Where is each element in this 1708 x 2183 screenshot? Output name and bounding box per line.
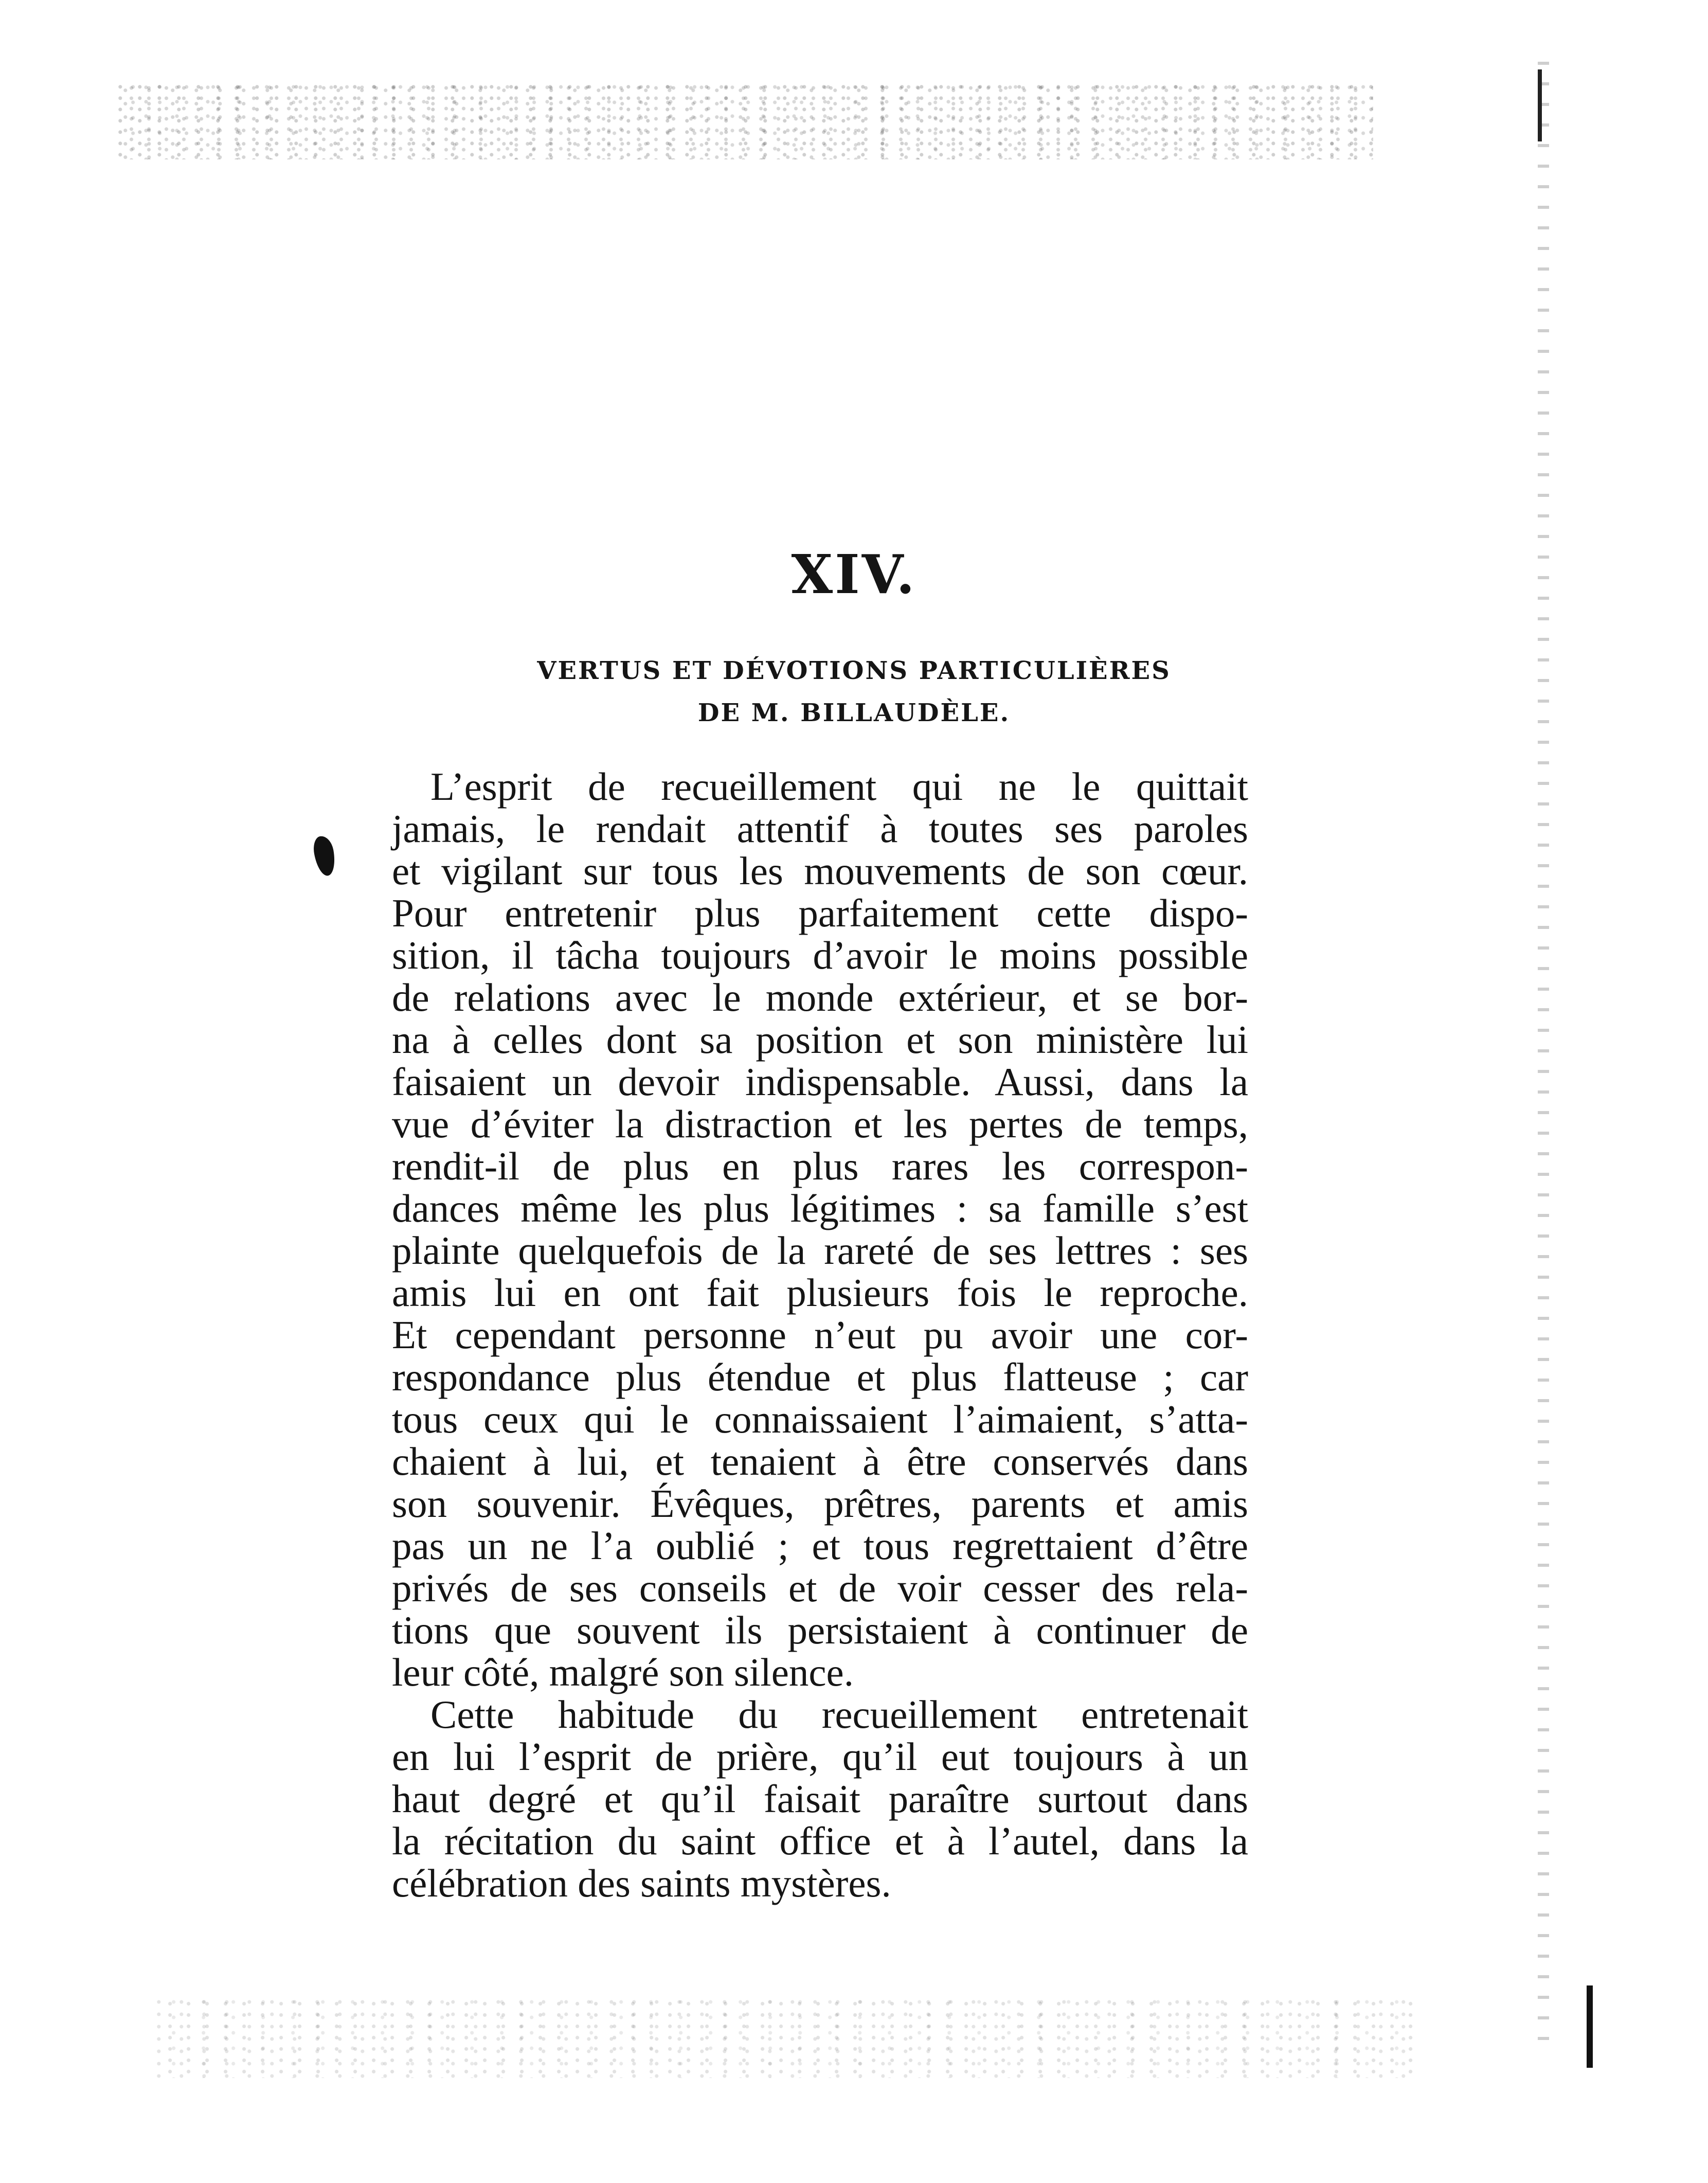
text-line: la récitation du saint office et à l’autel, dans la bbox=[392, 1819, 1248, 1863]
text-line: vue d’éviter la distraction et les pertes de temps, bbox=[392, 1102, 1248, 1146]
chapter-number: XIV. bbox=[791, 543, 917, 606]
text-line: de relations avec le monde extérieur, et se bor- bbox=[392, 975, 1248, 1019]
text-line: sition, il tâcha toujours d’avoir le moins possible bbox=[392, 933, 1248, 977]
scan-noise-top bbox=[118, 82, 1373, 159]
text-line: dances même les plus légitimes : sa famille s’est bbox=[392, 1186, 1248, 1230]
text-line: en lui l’esprit de prière, qu’il eut toujours à un bbox=[392, 1734, 1248, 1779]
text-line: leur côté, malgré son silence. bbox=[392, 1650, 854, 1694]
page-edge-mark-bottom bbox=[1587, 1985, 1593, 2068]
body-text bbox=[392, 765, 1248, 1904]
page-edge-shadow bbox=[1538, 62, 1549, 2052]
text-line: Pour entretenir plus parfaitement cette dispo- bbox=[392, 891, 1248, 935]
text-line: haut degré et qu’il faisait paraître surtout dans bbox=[392, 1777, 1248, 1821]
text-line: L’esprit de recueillement qui ne le quittait bbox=[430, 764, 1248, 809]
text-line: tions que souvent ils persistaient à continuer de bbox=[392, 1608, 1248, 1652]
text-line: et vigilant sur tous les mouvements de son cœur. bbox=[392, 849, 1248, 893]
text-line: rendit-il de plus en plus rares les correspon- bbox=[392, 1144, 1248, 1188]
text-line: Cette habitude du recueillement entretenait bbox=[430, 1692, 1248, 1737]
chapter-title-line: VERTUS ET DÉVOTIONS PARTICULIÈRES bbox=[537, 656, 1171, 685]
text-line: Et cependant personne n’eut pu avoir une cor- bbox=[392, 1313, 1248, 1357]
text-line: son souvenir. Évêques, prêtres, parents et amis bbox=[392, 1481, 1248, 1526]
text-line: respondance plus étendue et plus flatteuse ; car bbox=[392, 1355, 1248, 1399]
page-edge-mark-top bbox=[1538, 69, 1542, 141]
text-line: faisaient un devoir indispensable. Aussi, dans la bbox=[392, 1060, 1248, 1104]
text-line: jamais, le rendait attentif à toutes ses paroles bbox=[392, 807, 1248, 851]
text-line: chaient à lui, et tenaient à être conservés dans bbox=[392, 1439, 1248, 1483]
text-line: tous ceux qui le connaissaient l’aimaient, s’atta- bbox=[392, 1397, 1248, 1441]
chapter-title bbox=[0, 650, 1708, 734]
text-line: na à celles dont sa position et son ministère lui bbox=[392, 1017, 1248, 1062]
text-line: plainte quelquefois de la rareté de ses lettres : ses bbox=[392, 1228, 1248, 1273]
text-line: amis lui en ont fait plusieurs fois le reproche. bbox=[392, 1271, 1248, 1315]
scan-noise-bottom bbox=[154, 1996, 1414, 2078]
text-line: privés de ses conseils et de voir cesser des rela- bbox=[392, 1566, 1248, 1610]
ink-blot-mark bbox=[312, 834, 338, 877]
text-line: pas un ne l’a oublié ; et tous regrettaient d’être bbox=[392, 1524, 1248, 1568]
chapter-title-line: DE M. BILLAUDÈLE. bbox=[697, 699, 1011, 727]
text-line: célébration des saints mystères. bbox=[392, 1861, 891, 1905]
